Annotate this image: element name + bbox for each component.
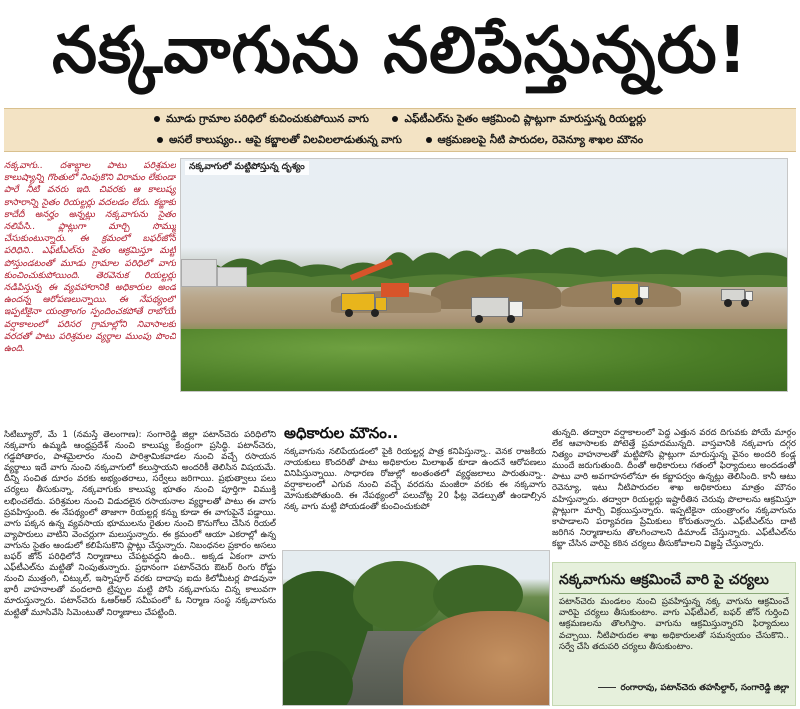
construction-photo	[180, 158, 788, 392]
article-column-3: తున్నది. తద్వారా వర్షాకాలంలో పెద్ద ఎత్తున వరద దిగువకు పోయే మార్గం లేక ఆవాసాలకు పోటెత్తే ప్రమాదమున్నది. వాస్తవానికి నక్కవాగు దగ్గర నిత్యం వాహనాలతో మట్టిపోసి ప్లాట్లుగా మారుస్తున్న వైనం అందరి కండ్ల ముందే జరుగుతుంది. దీంతో అధికారులు గతంలో ఫిర్యాదులు అందడంతో పాటు వారి అవగాహనలోనూ ఈ కబ్జాపర్వం ఉన్నట్లు తెలిసింది. కానీ ఆటు రెవెన్యూ, ఇటు నీటిపారుదల శాఖ అధికారులు మాత్రం మౌనం వహిస్తున్నారు. తద్వారా రియల్టర్లు ఇష్టారీతిన చెరువు పొలాలను ఆక్రమిస్తూ ప్లాట్లుగా మార్చి విక్రయిస్తున్నారు. ఇప్పటికైనా యంత్రాంగం నక్కవాగును కాపాడాలని పర్యావరణ ప్రేమికులు కోరుతున్నారు. ఎఫ్‌టీఎల్‌ను దాటి జరిగిన నిర్మాణాలను తొలగించాలని డిమాండ్ చేస్తున్నారు. ఎఫ్‌టీఎల్‌ను కబ్జా చేసిన వారిపై కఠిన చర్యలు తీసుకోవాలని విజ్ఞప్తి చేస్తున్నారు.	[552, 428, 796, 549]
building-graphic	[181, 259, 217, 287]
highlight-item: మూడు గ్రామాల పరిధిలో కుచించుకుపోయిన వాగు	[154, 109, 369, 129]
intro-paragraph: నక్కవాగు.. దశాబ్దాల పాటు పరిశ్రమల కాలుష్యాన్ని గొంతులో నింపుకొని విరామం లేకుండా పారే నీటి వనరు ఇది. చివరకు ఆ కాలుష్య కాసారాన్ని సైతం రియల్టర్లు వదలడం లేదు. కబ్జాకు కాదేదీ అనర్హం అన్నట్లు నక్కవాగును సైతం నలిపేసి.. ప్లాట్లుగా మార్చి సొమ్ము చేసుకుంటున్నారు. ఈ క్రమంలో బఫర్‌జోన్ పరిధిని.. ఎఫ్‌టీఎల్‌ను సైతం ఆక్రమిస్తూ మట్టి పోస్తుండటంతో మూడు గ్రామాల పరిధిలో వాగు కుంచించుకుపోయింది. తెరవెనుక రియల్టర్లు నడిపిస్తున్న ఈ వ్యవహారానికి అధికారుల అండ ఉందన్న ఆరోపణలున్నాయి. ఈ నేపథ్యంలో ఇప్పటికైనా యంత్రాంగం స్పందించకపోతే రాబోయే వర్షాకాలంలో పరిసర గ్రామాల్లోని నివాసాలకు వరదతో పాటు పరిశ్రమల వ్యర్థాల ముంపు పొంచి ఉంది.	[4, 161, 176, 355]
quote-box-title: నక్కవాగును ఆక్రమించే వారి పై చర్యలు	[559, 572, 769, 588]
photo-caption: నక్కవాగులో మట్టిపోస్తున్న దృశ్యం	[185, 161, 309, 175]
excavator-cab-graphic	[381, 283, 409, 297]
bullet-dot-icon	[392, 116, 398, 122]
section-heading: అధికారుల మౌనం..	[284, 424, 399, 442]
bullet-dot-icon	[154, 116, 160, 122]
bullet-dot-icon	[157, 137, 163, 143]
headline: నక్కవాగును నలిపేస్తున్నరు!	[52, 14, 748, 88]
highlights-strip	[4, 108, 796, 152]
highlight-item: ఆక్రమణలపై నీటి పారుదల, రెవెన్యూ శాఖల మౌనం	[426, 130, 643, 150]
highlights-row-2	[4, 130, 796, 151]
bullet-dot-icon	[426, 137, 432, 143]
highlights-row-1	[4, 109, 796, 130]
article-column-2: నక్కవాగును నలిపేయడంలో పైకి రియల్టర్ల పాత్ర కనిపిస్తున్నా.. వెనక రాజకీయ నాయకులు కొందరితో పాటు అధికారుల మిలాఖత్ కూడా ఉందనే ఆరోపణలు వినిపిస్తున్నాయి. సాధారణ రోజుల్లో అంతంతలో వ్యర్థజలాలు పారుతున్నా.. వర్షాకాలంలో ఎగువ నుంచి వచ్చే వరదను మంజీరా వరకు ఈ నక్కవాగు మోసుకుపోతుంది. ఈ నేపథ్యంలో పలుచోట్ల 20 ఫీట్ల వెడల్పుతో ఉండాల్సిన నక్క వాగు మట్టి పోయడంతో కుంచించుకుపో	[284, 447, 546, 513]
article-column-1: సిటీబ్యూరో, మే 1 (నమస్తే తెలంగాణ): సంగారెడ్డి జిల్లా పటాన్‌చెరు పరిధిలోని నక్కవాగు ఉమ్మడి ఆంధ్రప్రదేశ్ నుంచి కాలుష్య కేంద్రంగా ప్రసిద్ధి. పటాన్‌చెరు, గడ్డపోతారం, పాశమైలారం నుంచి పారిశ్రామికవాడల నుంచి వచ్చే రసాయన వ్యర్థాలు ఇదే వాగు నుంచి నక్కవాగులో కలుస్తాయని అందరికీ తెలిసిన విషయమే. దీన్ని సంచిత దూరం వరకు అభ్యంతరాలు, సర్వేలు జరిగాయి. ప్రభుత్వాలు పలు చర్యలు తీసుకున్నా, నక్కవాగుకు కాలుష్య భూతం నుంచి పూర్తిగా విముక్తి లభించలేదు. పరిశ్రమల నుంచి విడుదలైన రసాయనాల వ్యర్థాలతో పాటు ఈ వాగు ప్రవహిస్తుంది. ఈ నేపథ్యంలో తాజాగా రియల్టర్ల కన్ను కూడా ఈ వాగుపైనే పడ్డాయి. వాగు పక్కన ఉన్న వ్యవసాయ భూములను రైతుల నుంచి కొనుగోలు చేసిన రియల్ వ్యాపారులు వాటిని వెంచర్లుగా మలుస్తున్నారు. ఈ క్రమంలో ఆయా ఎకరాల్లో ఉన్న వాగును సైతం ఆండులో కలిపేసుకొని ప్లాట్లు చేస్తున్నారు. నిబంధనల ప్రకారం అసలు బఫర్ జోన్ పరిధిలోనే నిర్మాణాలు చేపట్టవద్దని ఉంది.. అక్కడ ఏకంగా వాగు ఎఫ్‌టీఎల్‌ను మట్టితో నింపుతున్నారు. ప్రధానంగా పటాన్‌చెరు ఔటర్ రింగు రోడ్డు నుంచి ముత్తంగి, చిట్కుల్, ఇస్నాపూర్ వరకు దాదాపు ఐదు కిలోమీటర్ల పొడవునా భారీ వాహనాలతో వందలాది ట్రిప్పుల మట్టి పోసి నక్కవాగును చిన్న కాలువగా మారుస్తున్నారు. పటాన్‌చెరు ఓఆర్ఆర్ సమీపంలో ఓ నిర్మాణ సంస్థ నక్కవాగును మట్టితో మూసివేసి సిమెంటుతో నిర్మాణాలు చేపట్టింది.	[4, 430, 276, 618]
quote-signature: రంగారావు, పటాన్‌చెరు తహసీల్దార్, సంగారెడ్డి జిల్లా	[559, 683, 789, 695]
vegetation-foreground	[181, 329, 788, 392]
divider	[559, 593, 789, 594]
quote-box-body: పటాన్‌చెరు మండలం నుంచి ప్రవహిస్తున్న నక్క వాగును ఆక్రమించే వారిపై చర్యలు తీసుకుంటాం. వాగు ఎఫ్‌టీఎల్, బఫర్ జోన్ గుర్తించి ఆక్రమణలను తొలగిస్తాం. వాగును ఆక్రమిస్తున్నారని ఫిర్యాదులు వచ్చాయి. నీటిపారుదల శాఖ అధికారులతో సమన్వయం చేసుకొని.. సర్వే చేసి తదుపరి చర్యలు తీసుకుంటాం.	[559, 597, 789, 652]
highlight-item: ఎఫ్‌టీఎల్‌ను సైతం ఆక్రమించి ప్లాట్లుగా మారుస్తున్న రియల్టర్లు	[392, 109, 646, 129]
dumped-soil-graphic	[403, 611, 550, 706]
highlight-item: అసలే కాలుష్యం.. ఆపై కబ్జాలతో విలవిలలాడుతున్న వాగు	[157, 130, 402, 150]
bush-graphic	[353, 561, 443, 631]
dash-icon	[598, 687, 616, 688]
official-quote-box	[552, 562, 796, 706]
building-graphic	[217, 267, 247, 287]
stream-photo	[282, 550, 550, 706]
